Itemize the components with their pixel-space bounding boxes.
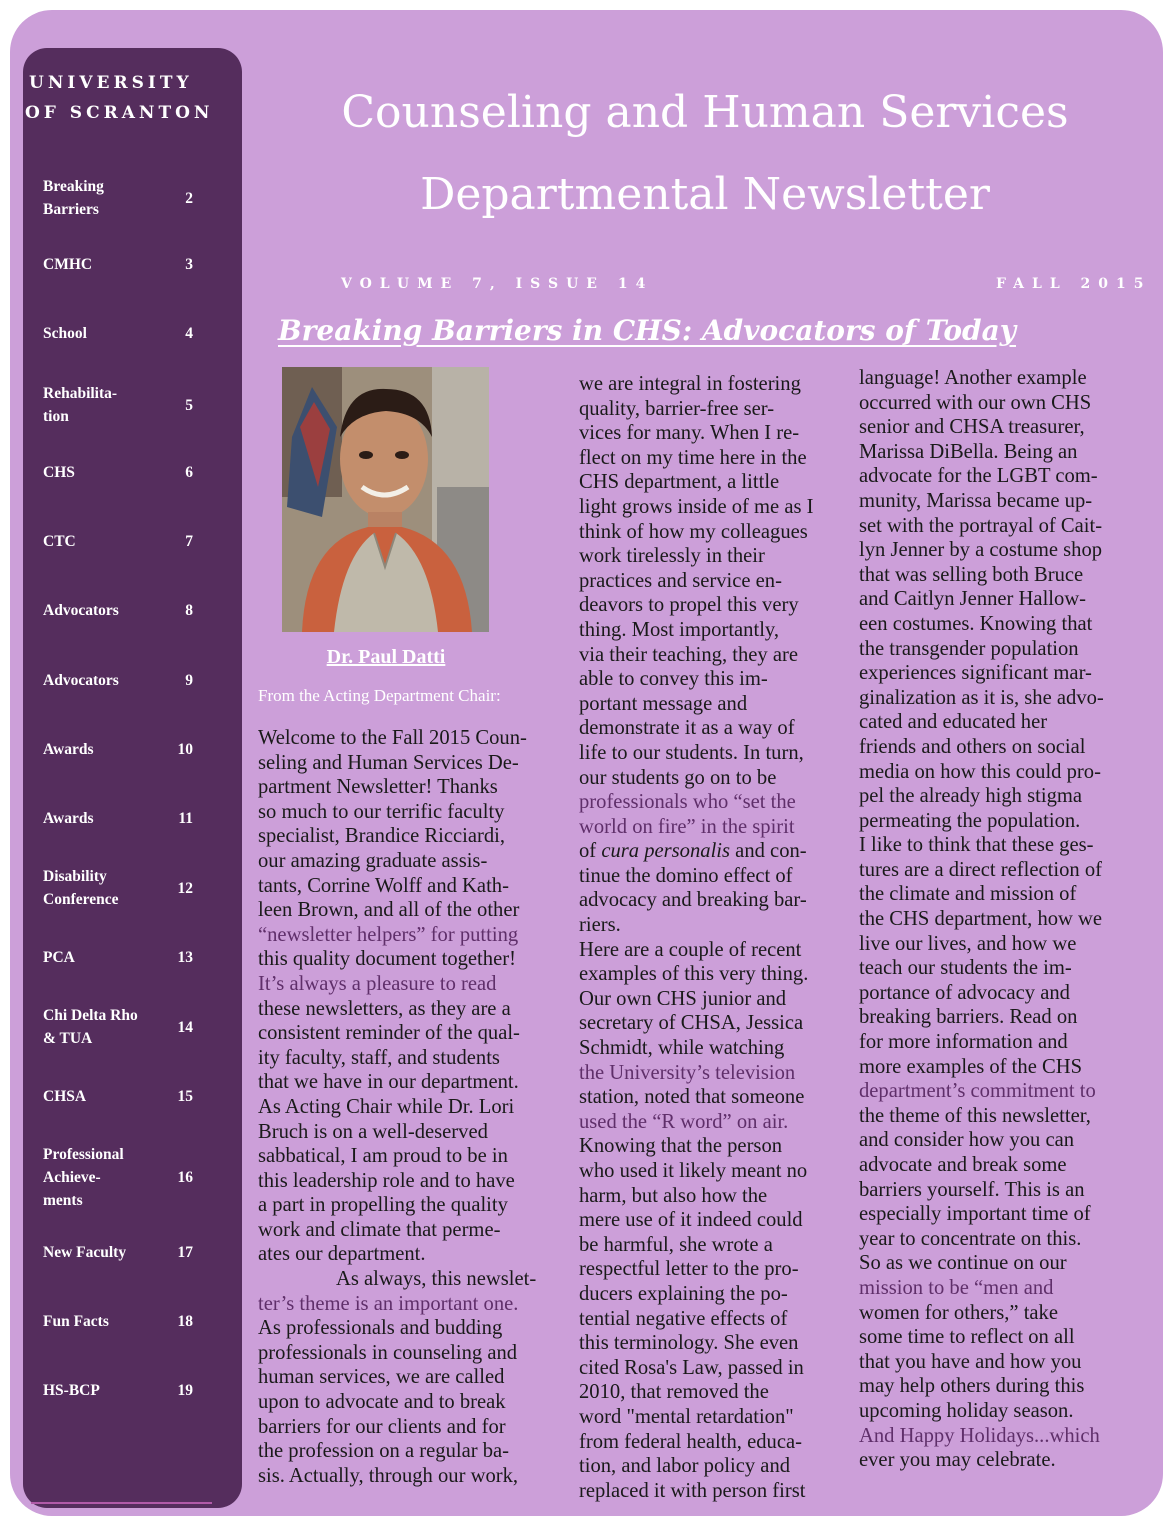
text-line: the transgender population — [859, 637, 1079, 660]
toc-title-line: tion — [43, 408, 69, 425]
toc-title-line: CHS — [43, 464, 75, 481]
column-2-cura-line — [579, 839, 855, 864]
volume-issue: VOLUME 7, ISSUE 14 — [341, 276, 654, 292]
text-line: professionals in counseling and — [258, 1341, 518, 1364]
text-line: women for others,” take — [859, 1301, 1058, 1324]
toc-item-page: 4 — [185, 325, 193, 342]
toc-item-title — [43, 530, 171, 553]
text-line: pel the already high stigma — [859, 785, 1083, 808]
toc-item[interactable] — [43, 1379, 218, 1402]
toc-title-line: School — [43, 325, 87, 342]
toc-item-title — [43, 1310, 171, 1333]
text-line: tion, and labor policy and — [579, 1455, 791, 1478]
column-3-text — [859, 366, 1157, 1473]
text-line: life to our students. In turn, — [579, 741, 804, 764]
text-line: tants, Corrine Wolff and Kath- — [258, 874, 509, 897]
toc-item-page: 16 — [177, 1169, 193, 1186]
text-line: sis. Actually, through our work, — [258, 1464, 519, 1487]
text-line: CHS department, a little — [579, 471, 780, 494]
toc-title-line: CHSA — [43, 1088, 87, 1105]
toc-item-title — [43, 1379, 171, 1402]
text-line: language! Another example — [859, 367, 1087, 389]
text-line: used the “R word” on air. — [579, 1110, 789, 1133]
toc-item-page: 9 — [185, 672, 193, 689]
text-line: teach our students the im- — [859, 957, 1072, 980]
text-line: this terminology. She even — [579, 1332, 799, 1355]
text-line: that you have and how you — [859, 1350, 1082, 1373]
toc-item[interactable] — [43, 1004, 218, 1050]
toc-item-title — [43, 322, 171, 345]
toc-item-title — [43, 175, 171, 221]
text-line: the profession on a regular ba- — [258, 1440, 510, 1463]
toc-item[interactable] — [43, 865, 218, 911]
toc-item-title — [43, 382, 171, 428]
text-line: who used it likely meant no — [579, 1160, 808, 1182]
text-line: practices and service en- — [579, 569, 782, 592]
toc-item-title — [43, 1085, 171, 1108]
toc-item[interactable] — [43, 461, 218, 484]
toc-item-page: 15 — [177, 1088, 193, 1105]
toc-title-line: Advocators — [43, 672, 119, 689]
toc-item-page: 7 — [185, 533, 193, 550]
brand-line-2: OF SCRANTON — [25, 103, 214, 123]
toc-item[interactable] — [43, 1241, 218, 1264]
toc-item-page: 8 — [185, 602, 193, 619]
toc-title-line: CTC — [43, 533, 76, 550]
column-1-paragraph-1 — [258, 726, 576, 1267]
toc-item-title — [43, 253, 171, 276]
article-column-2 — [579, 372, 855, 1503]
text-line: upon to advocate and to break — [258, 1391, 506, 1414]
text-line: ity faculty, staff, and students — [258, 1046, 500, 1069]
toc-title-line: HS-BCP — [43, 1382, 100, 1399]
toc-item-title — [43, 946, 171, 969]
text-line: Marissa DiBella. Being an — [859, 440, 1078, 463]
text-line: especially important time of — [859, 1203, 1091, 1226]
author-photo — [282, 367, 489, 632]
text-line: more examples of the CHS — [859, 1055, 1083, 1078]
text-line: advocate for the LGBT com- — [859, 465, 1098, 488]
from-line: From the Acting Department Chair: — [258, 686, 501, 705]
toc-item[interactable] — [43, 530, 218, 553]
toc-item[interactable] — [43, 322, 218, 345]
toc-title-line: Conference — [43, 891, 119, 908]
text-line: sabbatical, I am proud to be in — [258, 1145, 508, 1168]
toc-title-line: Disability — [43, 868, 107, 885]
toc-item[interactable] — [43, 175, 218, 221]
text-line: that was selling both Bruce — [859, 563, 1084, 586]
text-line: work and climate that perme- — [258, 1218, 501, 1241]
text-line: a part in propelling the quality — [258, 1194, 508, 1217]
text-line: professionals who “set the — [579, 791, 796, 814]
text-line: that we have in our department. — [258, 1071, 519, 1094]
toc-item-page: 6 — [185, 464, 193, 481]
toc-item-page: 2 — [185, 189, 193, 207]
text-line: the theme of this newsletter, — [859, 1104, 1091, 1127]
text-line: tential negative effects of — [579, 1307, 788, 1330]
season-label: FALL 2015 — [996, 276, 1152, 292]
university-brand — [25, 68, 240, 128]
text-line: “newsletter helpers” for putting — [258, 923, 519, 946]
text-line: human services, we are called — [258, 1366, 505, 1389]
text-line: een costumes. Knowing that — [859, 612, 1093, 635]
photo-caption: Dr. Paul Datti — [326, 646, 446, 668]
text-line: year to concentrate on this. — [859, 1227, 1082, 1250]
text-line: portance of advocacy and — [859, 981, 1070, 1004]
toc-item-title — [43, 599, 171, 622]
title-line-1: Counseling and Human Services — [341, 87, 1069, 138]
brand-line-1: UNIVERSITY — [29, 73, 193, 93]
text-line: seling and Human Services De- — [258, 751, 519, 774]
toc-title-line: Rehabilita- — [43, 385, 118, 402]
text-line: be harmful, she wrote a — [579, 1233, 773, 1256]
text-line: world on fire” in the spirit — [579, 815, 795, 838]
toc-item[interactable] — [43, 946, 218, 969]
text-line: replaced it with person first — [579, 1479, 806, 1502]
toc-item-page: 12 — [177, 879, 193, 897]
text-line: secretary of CHSA, Jessica — [579, 1012, 804, 1035]
text-line: ducers explaining the po- — [579, 1282, 788, 1305]
article-column-3 — [859, 366, 1157, 1473]
text-line: So as we continue on our — [859, 1252, 1067, 1275]
text-line: work tirelessly in their — [579, 545, 765, 568]
toc-title-line: Barriers — [43, 201, 99, 218]
toc-title-line: Awards — [43, 810, 94, 827]
text-line: specialist, Brandice Ricciardi, — [258, 825, 506, 848]
text-line: partment Newsletter! Thanks — [258, 776, 498, 799]
text-line: portant message and — [579, 692, 748, 715]
text-line: examples of this very thing. — [579, 963, 809, 986]
text-line: ever you may celebrate. — [859, 1449, 1056, 1472]
text-line: demonstrate it as a way of — [579, 717, 795, 740]
toc-item-title — [43, 461, 171, 484]
toc-item[interactable] — [43, 738, 218, 761]
text-line: for more information and — [859, 1031, 1068, 1054]
text-line: lyn Jenner by a costume shop — [859, 539, 1103, 562]
text-line: we are integral in fostering — [579, 373, 801, 395]
toc-item[interactable] — [43, 807, 218, 830]
text-line: 2010, that removed the — [579, 1381, 769, 1404]
sidebar — [23, 48, 242, 1508]
text-line: I like to think that these ges- — [859, 834, 1094, 857]
text-line: riers. — [579, 914, 621, 937]
toc-item-page: 10 — [177, 741, 193, 758]
text-line: flect on my time here in the — [579, 446, 807, 469]
toc-title-line: Breaking — [43, 178, 104, 195]
toc-title-line: & TUA — [43, 1030, 93, 1047]
toc-item-page: 17 — [177, 1244, 193, 1261]
cura-prefix: of — [579, 840, 602, 863]
toc-item[interactable] — [43, 599, 218, 622]
text-line: ates our department. — [258, 1243, 426, 1266]
text-line: word "mental retardation" — [579, 1405, 794, 1428]
text-line: munity, Marissa became up- — [859, 489, 1093, 512]
text-line: upcoming holiday season. — [859, 1399, 1074, 1422]
text-line: barriers for our clients and for — [258, 1415, 506, 1438]
toc-item-title — [43, 807, 171, 830]
sidebar-divider — [31, 1502, 212, 1504]
column-1-paragraph-2 — [258, 1267, 576, 1488]
text-line: advocacy and breaking bar- — [579, 889, 807, 912]
text-line: media on how this could pro- — [859, 760, 1101, 783]
article-headline: Breaking Barriers in CHS: Advocators of Today — [278, 314, 1016, 347]
text-line: advocate and break some — [859, 1154, 1067, 1176]
text-line: tinue the domino effect of — [579, 864, 793, 887]
text-line: the University’s television — [579, 1061, 796, 1084]
text-line: Schmidt, while watching — [579, 1037, 785, 1060]
text-line: this leadership role and to have — [258, 1169, 515, 1192]
text-line: barriers yourself. This is an — [859, 1178, 1085, 1201]
toc-item-title — [43, 1004, 171, 1050]
text-line: leen Brown, and all of the other — [258, 899, 520, 922]
text-line: As always, this newslet- — [336, 1268, 537, 1291]
toc-item[interactable] — [43, 1143, 218, 1212]
text-line: the CHS department, how we — [859, 908, 1103, 931]
text-line: our students go on to be — [579, 766, 777, 789]
toc-item-title — [43, 865, 171, 911]
text-line: permeating the population. — [859, 809, 1081, 832]
text-line: As professionals and budding — [258, 1317, 503, 1340]
text-line: vices for many. When I re- — [579, 422, 800, 445]
text-line: live our lives, and how we — [859, 932, 1077, 955]
text-line: cated and educated her — [859, 711, 1048, 734]
toc-item-page: 3 — [185, 256, 193, 273]
text-line: breaking barriers. Read on — [859, 1006, 1078, 1029]
title-line-2: Departmental Newsletter — [420, 169, 990, 220]
text-line: As Acting Chair while Dr. Lori — [258, 1095, 515, 1118]
toc-item-page: 14 — [177, 1018, 193, 1036]
toc-item-title — [43, 738, 171, 761]
column-2-part-2 — [579, 864, 855, 1503]
text-line: set with the portrayal of Cait- — [859, 514, 1103, 537]
text-line: occurred with our own CHS — [859, 391, 1092, 414]
text-line: some time to reflect on all — [859, 1326, 1075, 1349]
text-line: Here are a couple of recent — [579, 938, 802, 961]
toc-item-title — [43, 1143, 171, 1212]
text-line: thing. Most importantly, — [579, 618, 780, 641]
toc-item-page: 18 — [177, 1313, 193, 1330]
toc-title-line: ments — [43, 1192, 83, 1209]
text-line: ginalization as it is, she advo- — [859, 686, 1104, 709]
text-line: It’s always a pleasure to read — [258, 972, 497, 995]
toc-item-page: 11 — [178, 810, 193, 827]
text-line: Our own CHS junior and — [579, 987, 787, 1010]
toc-title-line: Awards — [43, 741, 94, 758]
text-line: via their teaching, they are — [579, 643, 798, 666]
text-line: these newsletters, as they are a — [258, 997, 511, 1020]
text-line: And Happy Holidays...which — [859, 1424, 1100, 1447]
toc-item[interactable] — [43, 253, 218, 276]
toc-title-line: PCA — [43, 949, 75, 966]
text-line: ter’s theme is an important one. — [258, 1292, 519, 1315]
text-line: Welcome to the Fall 2015 Coun- — [258, 727, 527, 749]
toc-item-page: 5 — [185, 396, 193, 414]
toc-title-line: New Faculty — [43, 1244, 127, 1261]
article-column-1 — [258, 726, 576, 1488]
cura-suffix: and con- — [730, 840, 807, 863]
text-line: deavors to propel this very — [579, 594, 799, 617]
toc-item-page: 13 — [177, 949, 193, 966]
toc-title-line: Chi Delta Rho — [43, 1007, 138, 1024]
text-line: light grows inside of me as I — [579, 495, 814, 518]
text-line: Knowing that the person — [579, 1135, 783, 1158]
text-line: this quality document together! — [258, 948, 516, 971]
text-line: mere use of it indeed could — [579, 1209, 803, 1232]
toc-title-line: Advocators — [43, 602, 119, 619]
text-line: department’s commitment to — [859, 1080, 1096, 1103]
toc-title-line: Fun Facts — [43, 1313, 109, 1330]
text-line: cited Rosa's Law, passed in — [579, 1356, 804, 1379]
text-line: may help others during this — [859, 1375, 1085, 1398]
text-line: mission to be “men and — [859, 1276, 1054, 1299]
column-2-part-1 — [579, 372, 855, 839]
toc-item[interactable] — [43, 382, 218, 428]
toc-item[interactable] — [43, 669, 218, 692]
text-line: able to convey this im- — [579, 668, 768, 691]
toc-item-page: 19 — [177, 1382, 193, 1399]
toc-title-line: CMHC — [43, 256, 93, 273]
toc-item[interactable] — [43, 1310, 218, 1333]
toc-title-line: Professional — [43, 1146, 124, 1163]
newsletter-page — [10, 10, 1163, 1516]
text-line: think of how my colleagues — [579, 520, 808, 543]
text-line: and Caitlyn Jenner Hallow- — [859, 588, 1087, 611]
toc-item[interactable] — [43, 1085, 218, 1108]
text-line: the climate and mission of — [859, 883, 1077, 906]
toc-item-title — [43, 1241, 171, 1264]
text-line: consistent reminder of the qual- — [258, 1022, 520, 1045]
toc-title-line: Achieve- — [43, 1169, 101, 1186]
text-line: and consider how you can — [859, 1129, 1075, 1152]
text-line: from federal health, educa- — [579, 1430, 802, 1453]
toc-item-title — [43, 669, 171, 692]
text-line: our amazing graduate assis- — [258, 849, 488, 872]
text-line: quality, barrier-free ser- — [579, 397, 775, 420]
text-line: station, noted that someone — [579, 1086, 805, 1109]
cura-personalis: cura personalis — [601, 840, 731, 863]
text-line: harm, but also how the — [579, 1184, 768, 1207]
text-line: friends and others on social — [859, 735, 1086, 758]
text-line: experiences significant mar- — [859, 662, 1092, 685]
text-line: Bruch is on a well-deserved — [258, 1120, 488, 1143]
text-line: tures are a direct reflection of — [859, 858, 1102, 881]
text-line: respectful letter to the pro- — [579, 1258, 799, 1281]
text-line: senior and CHSA treasurer, — [859, 416, 1085, 439]
newsletter-title — [255, 72, 1155, 236]
text-line: so much to our terrific faculty — [258, 800, 505, 823]
